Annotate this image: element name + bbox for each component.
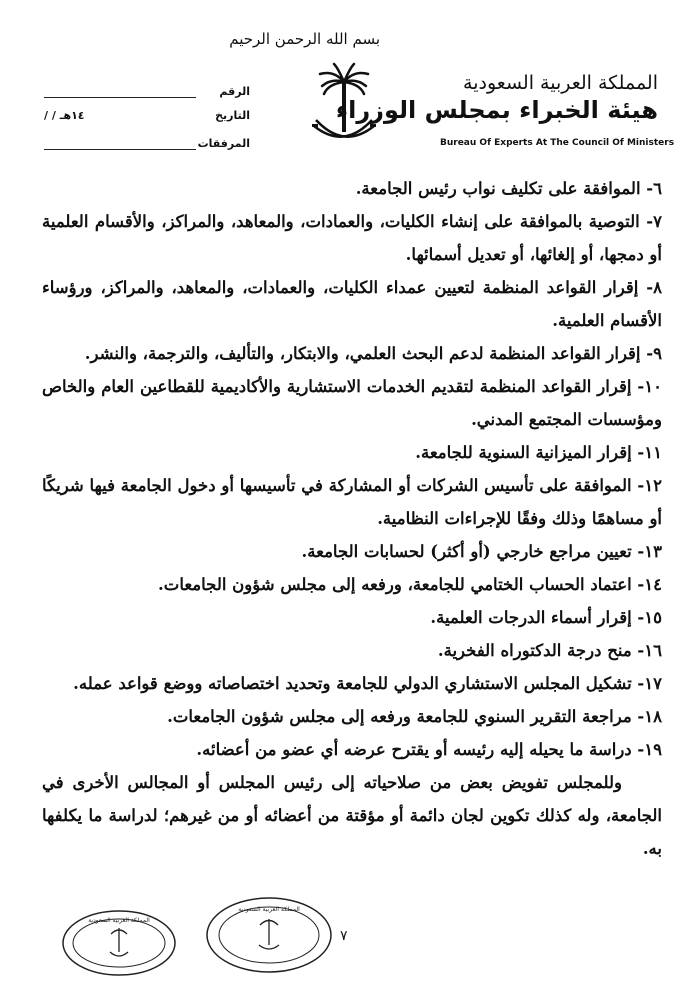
list-item: ٩- إقرار القواعد المنظمة لدعم البحث العلمي، والابتكار، والتأليف، والترجمة، والنشر. [84, 344, 662, 363]
list-item: ١٣- تعيين مراجع خارجي (أو أكثر) لحسابات الجامعة. [301, 542, 662, 561]
date-value: / / ١٤هـ [44, 109, 85, 122]
kingdom-name: المملكة العربية السعودية [463, 72, 658, 94]
date-label: التاريخ [215, 109, 250, 122]
list-item: ١٤- اعتماد الحساب الختامي للجامعة، ورفعه إلى مجلس شؤون الجامعات. [158, 575, 662, 594]
page-number: ٧ [340, 928, 348, 944]
basmala: بسم الله الرحمن الرحيم [229, 30, 380, 48]
list-item: ٧- التوصية بالموافقة على إنشاء الكليات، والعمادات، والمعاهد، والمراكز، والأقسام العلمية أو دمجها، أو إلغائها، أو تعديل أسمائها. [42, 212, 662, 264]
list-item: ١٢- الموافقة على تأسيس الشركات أو المشاركة في تأسيسها أو دخول الجامعة فيها شريكًا أو مساهمًا وذلك وفقًا للإجراءات النظامية. [42, 476, 662, 528]
list-item: ١١- إقرار الميزانية السنوية للجامعة. [415, 443, 662, 462]
official-seal-icon [60, 908, 178, 978]
list-item: ١٨- مراجعة التقرير السنوي للجامعة ورفعه إلى مجلس شؤون الجامعات. [167, 707, 662, 726]
official-seal-icon [205, 895, 333, 975]
bureau-name-arabic: هيئة الخبراء بمجلس الوزراء [335, 96, 658, 124]
closing-paragraph: وللمجلس تفويض بعض من صلاحياته إلى رئيس المجلس أو المجالس الأخرى في الجامعة، وله كذلك تكوين لجان دائمة أو مؤقتة من أعضائه أو من غيرهم؛ لدراسة ما يكلفها به. [42, 773, 662, 858]
list-item: ١٠- إقرار القواعد المنظمة لتقديم الخدمات الاستشارية والأكاديمية للقطاعين العام والخاص ومؤسسات المجتمع المدني. [42, 377, 662, 429]
list-item: ١٩- دراسة ما يحيله إليه رئيسه أو يقترح عرضه أي عضو من أعضائه. [196, 740, 662, 759]
attachments-line [44, 137, 196, 150]
right-seal-text: المملكة العربية السعودية [238, 906, 300, 913]
reference-number-field [40, 78, 250, 98]
list-item: ١٥- إقرار أسماء الدرجات العلمية. [430, 608, 662, 627]
bureau-name-english: Bureau Of Experts At The Council Of Ministers [440, 138, 675, 148]
list-item: ١٧- تشكيل المجلس الاستشاري الدولي للجامعة وتحديد اختصاصاته ووضع قواعد عمله. [73, 674, 662, 693]
date-field [40, 102, 250, 122]
attachments-label: المرفقات [197, 137, 250, 150]
left-seal-text: المملكة العربية السعودية [88, 917, 150, 924]
attachments-field [40, 130, 250, 150]
list-item: ٨- إقرار القواعد المنظمة لتعيين عمداء الكليات، والعمادات، والمعاهد، والمراكز، ورؤساء الأقسام العلمية. [42, 278, 662, 330]
list-item: ٦- الموافقة على تكليف نواب رئيس الجامعة. [355, 179, 662, 198]
number-label: الرقم [219, 85, 250, 98]
number-line [44, 85, 196, 98]
list-item: ١٦- منح درجة الدكتوراه الفخرية. [437, 641, 662, 660]
document-body [42, 172, 662, 865]
